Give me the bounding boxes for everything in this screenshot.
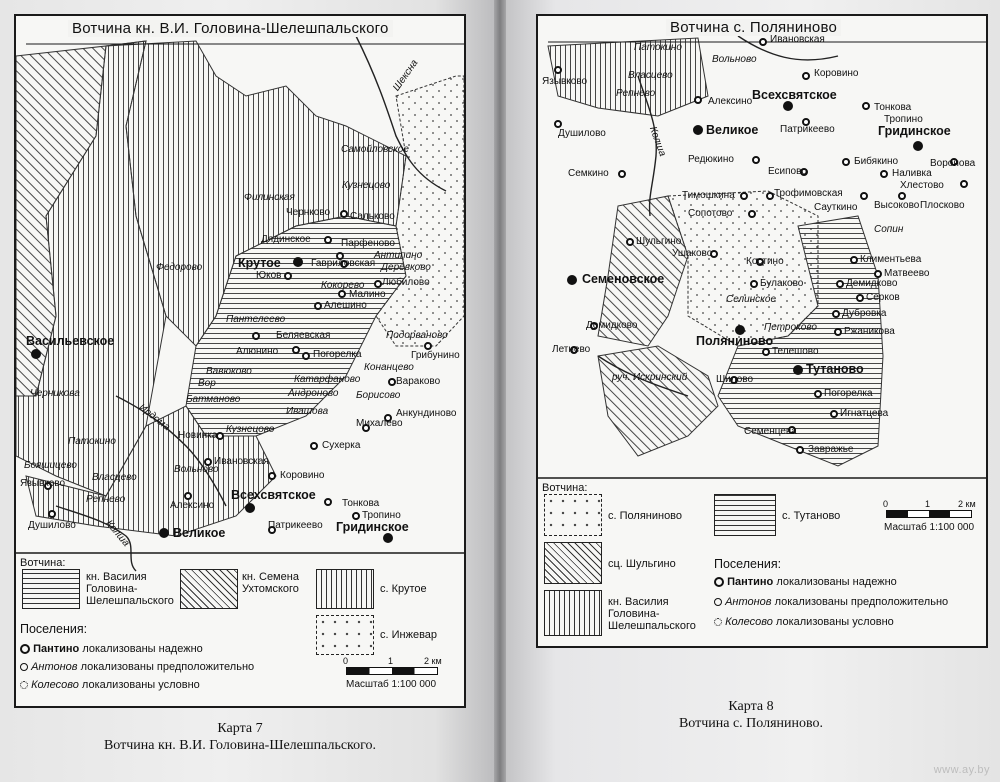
place-label: Коровино <box>814 68 859 79</box>
place-label: Репнево <box>86 494 126 505</box>
caption-text: Вотчина кн. В.И. Головина-Шелешпальского. <box>103 738 377 753</box>
legend-swatch-diagonal <box>544 542 602 584</box>
right-page <box>506 0 1000 782</box>
legend-item-label: кн. Василия Головина-Шелешпальского <box>86 571 174 607</box>
place-label: Дядинское <box>261 234 311 245</box>
legend-swatch-diagonal <box>180 569 238 609</box>
place-label: Кузнецово <box>226 424 275 435</box>
place-label: Ивановская <box>770 34 825 45</box>
place-label: Погорелка <box>313 349 362 360</box>
conditional-marker-icon <box>20 681 28 689</box>
map-8-caption <box>586 698 916 732</box>
scale-label: Масштаб 1:100 000 <box>346 679 437 690</box>
map-8-legend <box>538 480 986 646</box>
place-label: Матвеево <box>884 268 930 279</box>
place-label: Сауткино <box>814 202 858 213</box>
legend-swatch-horizontal <box>22 569 80 609</box>
place-label: Бояшицево <box>24 460 77 471</box>
place-label: Селинское <box>726 294 776 305</box>
place-label: Великое <box>173 526 226 540</box>
place-label: Ушаково <box>672 248 713 259</box>
place-label: Юков <box>256 270 282 281</box>
place-label: Михалево <box>356 418 403 429</box>
place-label: Сопотово <box>688 208 733 219</box>
place-label: Вольново <box>712 54 757 65</box>
place-label: Гавриловская <box>311 258 376 269</box>
river-label: Колша <box>103 518 132 549</box>
place-label: Грибунино <box>411 350 460 361</box>
place-label: Демидково <box>586 320 638 331</box>
place-label: Васильевское <box>26 334 115 348</box>
legend-settlement-probable: Антонов локализованы предположительно <box>714 596 948 608</box>
place-label: Шилово <box>716 374 754 385</box>
certain-marker-icon <box>20 644 30 654</box>
legend-item-label: сц. Шульгино <box>608 558 676 570</box>
place-label: Сопин <box>874 224 904 235</box>
place-label: Черникова <box>30 388 80 399</box>
scale-tick: 2 км <box>958 499 976 509</box>
scale-bar <box>886 510 972 518</box>
place-label: Кокорево <box>321 280 365 291</box>
conditional-marker-icon <box>714 618 722 626</box>
place-label: Андроново <box>288 388 339 399</box>
place-label: Вольново <box>174 464 219 475</box>
place-label: Федорово <box>156 262 203 273</box>
scale-tick: 0 <box>343 656 349 666</box>
legend-estate-title: Вотчина: <box>20 557 66 569</box>
place-label: Анкундиново <box>396 408 457 419</box>
place-label: Завражье <box>808 444 854 455</box>
legend-swatch-dots <box>316 615 374 655</box>
place-label: Малино <box>349 289 386 300</box>
place-label: Репнево <box>616 88 656 99</box>
legend-settlement-conditional: Колесово локализованы условно <box>20 679 200 691</box>
probable-marker-icon <box>714 598 722 606</box>
place-label: Конанцево <box>364 362 414 373</box>
place-label: Алексино <box>170 500 215 511</box>
place-label: Коровино <box>280 470 325 481</box>
caption-number: Карта 8 <box>728 699 774 714</box>
left-page <box>0 0 494 782</box>
map-7-caption <box>40 720 440 754</box>
place-label: Патокино <box>68 436 116 447</box>
legend-item-label: с. Инжевар <box>380 629 438 641</box>
place-label: Серков <box>866 292 900 303</box>
place-label: Катарфаново <box>294 374 361 385</box>
place-label: Плосково <box>920 200 965 211</box>
place-label: Семенцева <box>744 426 797 437</box>
scale-bar <box>346 667 438 675</box>
place-label: Ивановская <box>214 456 269 467</box>
scale-tick: 0 <box>883 499 889 509</box>
place-label: Демидково <box>846 278 898 289</box>
place-label: Подорваново <box>386 330 448 341</box>
place-label: Всехсвятское <box>231 488 316 502</box>
place-label: Алюнино <box>236 346 279 357</box>
place-label: Язывково <box>20 478 66 489</box>
place-label: Тутаново <box>806 362 864 376</box>
river-label: Шексна <box>391 57 421 94</box>
book-gutter <box>494 0 506 782</box>
place-label: Любилово <box>382 277 430 288</box>
map-7-legend <box>16 555 464 706</box>
probable-marker-icon <box>20 663 28 671</box>
place-label: Алешино <box>324 300 367 311</box>
stream-label: руч. Искринский <box>612 372 688 383</box>
legend-settlement-conditional: Колесово локализованы условно <box>714 616 894 628</box>
scale-label: Масштаб 1:100 000 <box>884 522 975 533</box>
place-label: Тропино <box>362 510 401 521</box>
place-label: Трофимовская <box>774 188 843 199</box>
place-label: Вараково <box>396 376 441 387</box>
place-label: Вавюково <box>206 366 252 377</box>
place-label: Телешово <box>772 346 819 357</box>
place-label: Костино <box>746 256 784 267</box>
place-label: Крутое <box>238 256 281 270</box>
place-label: Великое <box>706 123 759 137</box>
place-label: Ржаникова <box>844 326 895 337</box>
place-label: Парфеново <box>341 238 395 249</box>
river-label: Ирдома <box>136 402 172 433</box>
place-label: Патрикеево <box>268 520 323 531</box>
place-label: Петроково <box>764 322 817 333</box>
place-label: Тимошкина <box>682 190 735 201</box>
map-7-title: Вотчина кн. В.И. Головина-Шелешпальского <box>68 20 393 37</box>
place-label: Летнево <box>552 344 591 355</box>
place-label: Поляниново <box>696 334 774 348</box>
legend-item-label: с. Тутаново <box>782 510 841 522</box>
place-label: Патокино <box>634 42 682 53</box>
place-label: Власцево <box>92 472 137 483</box>
legend-settlement-certain: Пантино локализованы надежно <box>714 576 897 588</box>
place-label: Антипино <box>374 250 423 261</box>
place-label: Тропино <box>884 114 923 125</box>
place-label: Патрикеево <box>780 124 835 135</box>
legend-swatch-vertical <box>544 590 602 636</box>
place-label: Новинка <box>178 430 218 441</box>
place-label: Тонкова <box>874 102 912 113</box>
place-label: Бибякино <box>854 156 899 167</box>
caption-text: Вотчина с. Поляниново. <box>678 716 824 731</box>
place-label: Самойловское <box>341 144 409 155</box>
place-label: Воронова <box>930 158 976 169</box>
place-label: Гридинское <box>878 124 951 138</box>
place-label: Высоково <box>874 200 920 211</box>
place-label: Погорелка <box>824 388 873 399</box>
place-label: Семеновское <box>582 272 665 286</box>
place-label: Кузнецово <box>342 180 391 191</box>
legend-item-label: кн. Семена Ухтомского <box>242 571 299 595</box>
place-label: Сальково <box>350 211 395 222</box>
map-8-frame <box>536 14 988 648</box>
legend-item-label: с. Поляниново <box>608 510 683 522</box>
legend-settlement-certain: Пантино локализованы надежно <box>20 643 203 655</box>
river-label: Колша <box>646 125 668 158</box>
legend-swatch-horizontal <box>714 494 776 536</box>
place-label: Климентьева <box>860 254 922 265</box>
place-label: Всехсвятское <box>752 88 837 102</box>
place-label: Ивашова <box>286 406 329 417</box>
caption-number: Карта 7 <box>217 721 263 736</box>
map-7-labels <box>16 16 464 553</box>
certain-marker-icon <box>714 577 724 587</box>
place-label: Вор <box>198 378 216 389</box>
place-label: Тонкова <box>342 498 380 509</box>
place-label: Власцево <box>628 70 673 81</box>
scale-tick: 1 <box>925 499 931 509</box>
place-label: Филинская <box>244 192 295 203</box>
place-label: Деревково <box>381 262 431 273</box>
legend-swatch-vertical <box>316 569 374 609</box>
place-label: Редюкино <box>688 154 734 165</box>
place-label: Душилово <box>558 128 606 139</box>
place-label: Хлестово <box>900 180 944 191</box>
place-label: Язывково <box>542 76 588 87</box>
legend-item-label: с. Крутое <box>380 583 427 595</box>
scale-tick: 2 км <box>424 656 442 666</box>
place-label: Сухерка <box>322 440 361 451</box>
map-8-labels <box>538 16 986 478</box>
legend-estate-title: Вотчина: <box>542 482 588 494</box>
place-label: Булаково <box>760 278 804 289</box>
place-label: Алексино <box>708 96 753 107</box>
place-label: Наливка <box>892 168 932 179</box>
place-label: Чернково <box>286 207 331 218</box>
place-label: Пантелеево <box>226 314 286 325</box>
scale-tick: 1 <box>388 656 394 666</box>
place-label: Игнатцева <box>840 408 889 419</box>
place-label: Батманово <box>186 394 241 405</box>
legend-settlements-title: Поселения: <box>714 557 782 571</box>
place-label: Беляевская <box>276 330 331 341</box>
legend-settlements-title: Поселения: <box>20 622 88 636</box>
legend-swatch-dots <box>544 494 602 536</box>
legend-settlement-probable: Антонов локализованы предположительно <box>20 661 254 673</box>
map-7-frame <box>14 14 466 708</box>
legend-item-label: кн. Василия Головина-Шелешпальского <box>608 596 696 632</box>
watermark: www.ay.by <box>933 764 990 776</box>
place-label: Семкино <box>568 168 609 179</box>
place-label: Борисово <box>356 390 401 401</box>
place-label: Дубровка <box>842 308 887 319</box>
place-label: Душилово <box>28 520 76 531</box>
map-8-title: Вотчина с. Поляниново <box>666 19 841 36</box>
place-label: Гридинское <box>336 520 409 534</box>
place-label: Шульгино <box>636 236 682 247</box>
place-label: Есипово <box>768 166 807 177</box>
